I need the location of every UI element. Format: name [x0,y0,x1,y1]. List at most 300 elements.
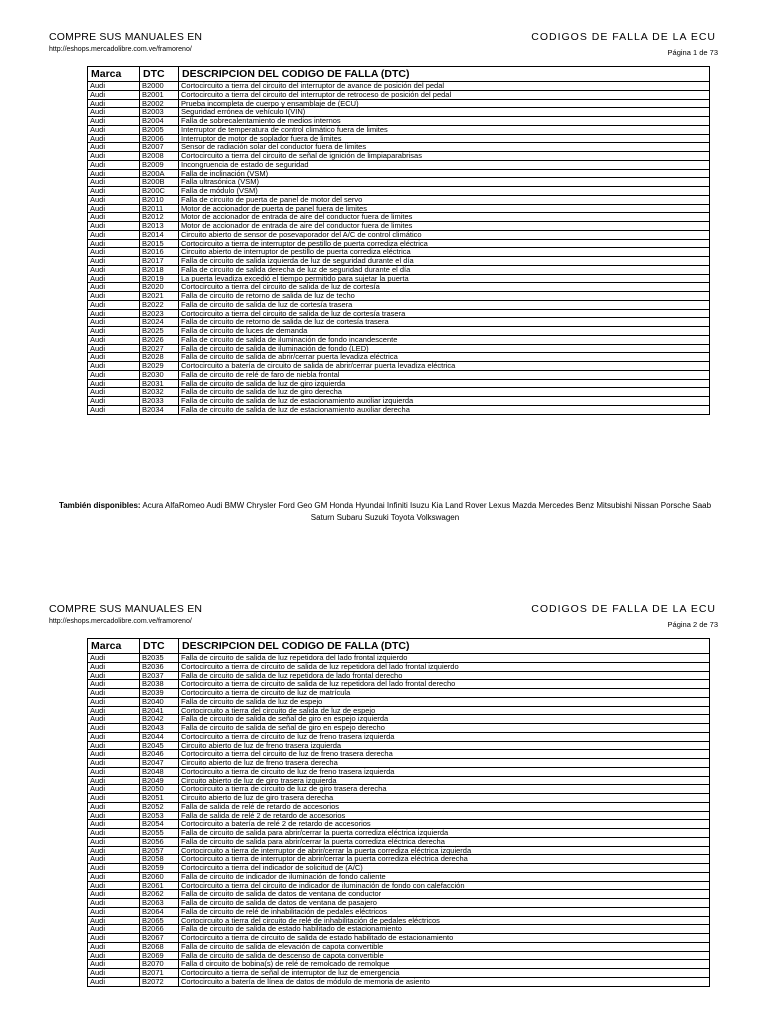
cell-descripcion: Cortocircuito a tierra del circuito de indicador de iluminación de fondo con calefacción [179,881,710,890]
cell-descripcion: Circuito abierto de interruptor de pestillo de puerta corrediza eléctrica [179,248,710,257]
cell-descripcion: Prueba incompleta de cuerpo y ensamblaje de (ECU) [179,99,710,108]
cell-marca: Audi [88,864,140,873]
table-row [88,907,710,916]
cell-dtc: B2057 [140,846,179,855]
cell-marca: Audi [88,143,140,152]
cell-dtc: B2052 [140,802,179,811]
cell-dtc: B2013 [140,222,179,231]
cell-descripcion: Cortocircuito a tierra de circuito de salida de luz repetidora del lado frontal derecho [179,680,710,689]
table-row [88,872,710,881]
table-row [88,671,710,680]
table-row [88,134,710,143]
cell-marca: Audi [88,90,140,99]
cell-dtc: B2027 [140,344,179,353]
cell-descripcion: Falla d circuito de bobina(s) de relé de remolcado de remolque [179,960,710,969]
table-row [88,767,710,776]
cell-marca: Audi [88,117,140,126]
table-row [88,222,710,231]
cell-marca: Audi [88,767,140,776]
cell-dtc: B2070 [140,960,179,969]
column-header-marca: Marca [88,639,140,654]
table-row [88,706,710,715]
cell-marca: Audi [88,125,140,134]
cell-descripcion: Seguridad errónea de vehículo I(VIN) [179,108,710,117]
table-row [88,195,710,204]
table-row [88,942,710,951]
cell-descripcion: La puerta levadiza excedió el tiempo permitido para sujetar la puerta [179,274,710,283]
cell-dtc: B2037 [140,671,179,680]
table-row [88,934,710,943]
cell-marca: Audi [88,300,140,309]
cell-marca: Audi [88,689,140,698]
cell-dtc: B2060 [140,872,179,881]
cell-marca: Audi [88,951,140,960]
cell-descripcion: Falla de circuito de salida de señal de giro en espejo izquierda [179,715,710,724]
table-row [88,344,710,353]
cell-marca: Audi [88,776,140,785]
cell-marca: Audi [88,248,140,257]
cell-marca: Audi [88,907,140,916]
cell-dtc: B2009 [140,160,179,169]
cell-dtc: B2030 [140,370,179,379]
cell-descripcion: Falla de salida de relé 2 de retardo de accesorios [179,811,710,820]
cell-dtc: B2018 [140,265,179,274]
cell-descripcion: Falla de circuito de salida de abrir/cerrar puerta levadiza eléctrica [179,353,710,362]
table-row [88,960,710,969]
cell-dtc: B2058 [140,855,179,864]
cell-descripcion: Falla de circuito de salida de luz de giro derecha [179,388,710,397]
cell-dtc: B2011 [140,204,179,213]
table-row [88,820,710,829]
cell-marca: Audi [88,925,140,934]
cell-descripcion: Falla de circuito de salida de luz de estacionamiento auxiliar derecha [179,405,710,414]
table-row [88,248,710,257]
cell-descripcion: Cortocircuito a tierra de circuito de luz de freno trasera izquierda [179,732,710,741]
cell-marca: Audi [88,916,140,925]
cell-descripcion: Falla de circuito de salida de elevación de capota convertible [179,942,710,951]
table-row [88,300,710,309]
cell-descripcion: Falla de circuito de salida de luz repetidora del lado frontal izquierdo [179,654,710,663]
cell-marca: Audi [88,697,140,706]
column-header-descripcion: DESCRIPCION DEL CODIGO DE FALLA (DTC) [179,639,710,654]
cell-descripcion: Cortocircuito a tierra del circuito del interruptor de avance de posición del pedal [179,82,710,91]
cell-marca: Audi [88,230,140,239]
cell-dtc: B2056 [140,837,179,846]
table-row [88,680,710,689]
table-row [88,697,710,706]
cell-descripcion: Falla de circuito de salida para abrir/cerrar la puerta corrediza eléctrica derecha [179,837,710,846]
table-row [88,864,710,873]
cell-dtc: B2032 [140,388,179,397]
table-row [88,732,710,741]
cell-dtc: B2020 [140,283,179,292]
table-row [88,776,710,785]
cell-dtc: B2059 [140,864,179,873]
cell-marca: Audi [88,680,140,689]
cell-dtc: B2004 [140,117,179,126]
cell-dtc: B2001 [140,90,179,99]
table-row [88,881,710,890]
cell-dtc: B2016 [140,248,179,257]
table-row [88,405,710,414]
cell-descripcion: Motor de accionador de entrada de aire del conductor fuera de limites [179,222,710,231]
cell-dtc: B2022 [140,300,179,309]
table-row [88,327,710,336]
cell-marca: Audi [88,846,140,855]
cell-descripcion: Cortocircuito a tierra del circuito de relé de inhabilitación de pedales eléctricos [179,916,710,925]
header-url[interactable]: http://eshops.mercadolibre.com.ve/framoreno/ [49,618,192,625]
cell-dtc: B2028 [140,353,179,362]
cell-descripcion: Falla de circuito de puerta de panel de motor del servo [179,195,710,204]
available-label: También disponibles: [58,501,141,510]
cell-descripcion: Cortocircuito a tierra del circuito de salida de luz de cortesía trasera [179,309,710,318]
table-row [88,890,710,899]
cell-marca: Audi [88,662,140,671]
cell-descripcion: Circuito abierto de luz de freno trasera derecha [179,759,710,768]
cell-dtc: B2021 [140,292,179,301]
column-header-dtc: DTC [140,67,179,82]
table-row [88,969,710,978]
table-row [88,759,710,768]
table-row [88,152,710,161]
cell-dtc: B2043 [140,724,179,733]
cell-descripcion: Cortocircuito a batería de circuito de salida de abrir/cerrar puerta levadiza eléctrica [179,362,710,371]
cell-descripcion: Incongruencia de estado de seguridad [179,160,710,169]
cell-marca: Audi [88,353,140,362]
cell-dtc: B2061 [140,881,179,890]
table-row [88,125,710,134]
column-header-marca: Marca [88,67,140,82]
cell-descripcion: Falla de circuito de salida de luz de giro izquierda [179,379,710,388]
cell-dtc: B2031 [140,379,179,388]
table-row [88,82,710,91]
cell-marca: Audi [88,257,140,266]
table-row [88,335,710,344]
table-row [88,829,710,838]
table-row [88,353,710,362]
cell-marca: Audi [88,405,140,414]
table-row [88,370,710,379]
cell-marca: Audi [88,960,140,969]
cell-descripcion: Falla de inclinación (VSM) [179,169,710,178]
cell-marca: Audi [88,169,140,178]
cell-descripcion: Falla de sobrecalentamiento de medios internos [179,117,710,126]
cell-marca: Audi [88,715,140,724]
cell-dtc: B2017 [140,257,179,266]
cell-marca: Audi [88,724,140,733]
table-row [88,309,710,318]
table-header-row [88,639,710,654]
cell-dtc: B2023 [140,309,179,318]
cell-descripcion: Falla de circuito de salida de iluminación de fondo incandescente [179,335,710,344]
cell-dtc: B2000 [140,82,179,91]
table-row [88,925,710,934]
cell-marca: Audi [88,265,140,274]
table-row [88,257,710,266]
cell-descripcion: Cortocircuito a tierra de circuito de luz de giro trasera derecha [179,785,710,794]
dtc-table-page-1 [87,66,710,415]
cell-marca: Audi [88,327,140,336]
cell-dtc: B2019 [140,274,179,283]
table-row [88,239,710,248]
cell-marca: Audi [88,204,140,213]
table-row [88,846,710,855]
header-right-title: CODIGOS DE FALLA DE LA ECU [531,31,716,43]
table-row [88,108,710,117]
header-left-title: COMPRE SUS MANUALES EN [49,603,203,615]
table-row [88,117,710,126]
dtc-table-page-2 [87,638,710,987]
cell-descripcion: Falla de circuito de relé de faro de niebla frontal [179,370,710,379]
cell-descripcion: Cortocircuito a tierra del circuito de luz de freno trasera derecha [179,750,710,759]
cell-marca: Audi [88,794,140,803]
cell-dtc: B2047 [140,759,179,768]
cell-marca: Audi [88,344,140,353]
table-row [88,292,710,301]
cell-descripcion: Circuito abierto de luz de giro trasera derecha [179,794,710,803]
table-row [88,951,710,960]
cell-descripcion: Cortocircuito a tierra de interruptor de abrir/cerrar la puerta corrediza eléctrica derecha [179,855,710,864]
cell-marca: Audi [88,654,140,663]
cell-marca: Audi [88,899,140,908]
cell-dtc: B2012 [140,213,179,222]
cell-dtc: B2050 [140,785,179,794]
cell-dtc: B200C [140,187,179,196]
cell-descripcion: Falla de circuito de luces de demanda [179,327,710,336]
cell-marca: Audi [88,890,140,899]
cell-descripcion: Falla de circuito de salida para abrir/cerrar la puerta corrediza eléctrica izquierda [179,829,710,838]
cell-marca: Audi [88,82,140,91]
cell-descripcion: Falla de circuito de salida de luz de espejo [179,697,710,706]
cell-descripcion: Circuito abierto de sensor de posevaporador del A/C de control climático [179,230,710,239]
table-row [88,178,710,187]
cell-marca: Audi [88,213,140,222]
table-header-row [88,67,710,82]
cell-marca: Audi [88,178,140,187]
cell-marca: Audi [88,160,140,169]
cell-descripcion: Motor de accionador de puerta de panel fuera de limites [179,204,710,213]
cell-marca: Audi [88,934,140,943]
table-row [88,916,710,925]
cell-dtc: B2048 [140,767,179,776]
table-row [88,283,710,292]
table-row [88,265,710,274]
cell-descripcion: Falla de circuito de salida de luz de estacionamiento auxiliar izquierda [179,397,710,406]
cell-descripcion: Falla de circuito de retorno de salida de luz de techo [179,292,710,301]
cell-descripcion: Falla de circuito de indicador de iluminación de fondo caliente [179,872,710,881]
cell-marca: Audi [88,785,140,794]
cell-dtc: B2067 [140,934,179,943]
cell-dtc: B2065 [140,916,179,925]
cell-dtc: B200B [140,178,179,187]
cell-marca: Audi [88,750,140,759]
cell-marca: Audi [88,671,140,680]
cell-dtc: B2055 [140,829,179,838]
cell-marca: Audi [88,195,140,204]
cell-descripcion: Cortocircuito a tierra del circuito de salida de luz de cortesía [179,283,710,292]
table-row [88,724,710,733]
cell-dtc: B2035 [140,654,179,663]
available-brand-list: Acura AlfaRomeo Audi BMW Chrysler Ford Geo GM Honda Hyundai Infiniti Isuzu Kia Land Rover Lexus Mazda Mercedes Benz Mitsubishi Nissan Porsche Saab Saturn Subaru Suzuki Toyota Volkswagen [142,501,712,522]
available-brands [48,500,722,524]
cell-dtc: B2008 [140,152,179,161]
table-row [88,99,710,108]
table-row [88,187,710,196]
cell-marca: Audi [88,706,140,715]
cell-descripcion: Falla de circuito de salida de datos de ventana de conductor [179,890,710,899]
cell-descripcion: Circuito abierto de luz de giro trasera izquierda [179,776,710,785]
cell-descripcion: Cortocircuito a tierra del circuito de salida de luz de espejo [179,706,710,715]
cell-descripcion: Cortocircuito a tierra de interruptor de pestillo de puerta corrediza eléctrica [179,239,710,248]
cell-marca: Audi [88,152,140,161]
cell-marca: Audi [88,379,140,388]
table-row [88,802,710,811]
cell-dtc: B2040 [140,697,179,706]
cell-marca: Audi [88,977,140,986]
table-row [88,318,710,327]
header-url[interactable]: http://eshops.mercadolibre.com.ve/framoreno/ [49,46,192,53]
cell-dtc: B2045 [140,741,179,750]
cell-descripcion: Falla de circuito de salida de señal de giro en espejo derecho [179,724,710,733]
cell-marca: Audi [88,222,140,231]
cell-dtc: B2054 [140,820,179,829]
cell-dtc: B2029 [140,362,179,371]
table-row [88,785,710,794]
cell-marca: Audi [88,881,140,890]
cell-descripcion: Falla de módulo (VSM) [179,187,710,196]
table-row [88,750,710,759]
cell-marca: Audi [88,239,140,248]
cell-dtc: B2010 [140,195,179,204]
table-row [88,811,710,820]
cell-marca: Audi [88,108,140,117]
cell-marca: Audi [88,741,140,750]
cell-descripcion: Sensor de radiación solar del conductor fuera de limites [179,143,710,152]
cell-marca: Audi [88,370,140,379]
table-row [88,662,710,671]
cell-dtc: B2072 [140,977,179,986]
cell-dtc: B2039 [140,689,179,698]
cell-dtc: B2014 [140,230,179,239]
cell-marca: Audi [88,837,140,846]
cell-marca: Audi [88,318,140,327]
cell-marca: Audi [88,942,140,951]
cell-descripcion: Circuito abierto de luz de freno trasera izquierda [179,741,710,750]
cell-descripcion: Interruptor de temperatura de control climático fuera de limites [179,125,710,134]
table-row [88,230,710,239]
table-row [88,899,710,908]
cell-marca: Audi [88,732,140,741]
cell-descripcion: Falla de circuito de retorno de salida de luz de cortesía trasera [179,318,710,327]
header-left-title: COMPRE SUS MANUALES EN [49,31,203,43]
cell-descripcion: Cortocircuito a tierra de circuito de salida de estado habilitado de estacionamiento [179,934,710,943]
cell-marca: Audi [88,292,140,301]
cell-descripcion: Falla de circuito de salida de luz de cortesía trasera [179,300,710,309]
header-right-title: CODIGOS DE FALLA DE LA ECU [531,603,716,615]
cell-marca: Audi [88,820,140,829]
cell-marca: Audi [88,309,140,318]
cell-marca: Audi [88,759,140,768]
cell-marca: Audi [88,274,140,283]
table-row [88,388,710,397]
cell-descripcion: Falla de circuito de salida de iluminación de fondo (LED) [179,344,710,353]
cell-descripcion: Cortocircuito a tierra del circuito del interruptor de retroceso de posición del pedal [179,90,710,99]
cell-dtc: B2051 [140,794,179,803]
cell-descripcion: Falla de circuito de relé de inhabilitación de pedales eléctricos [179,907,710,916]
cell-marca: Audi [88,811,140,820]
cell-descripcion: Falla ultrasónica (VSM) [179,178,710,187]
column-header-dtc: DTC [140,639,179,654]
cell-dtc: B200A [140,169,179,178]
cell-dtc: B2063 [140,899,179,908]
table-row [88,204,710,213]
table-row [88,689,710,698]
cell-marca: Audi [88,134,140,143]
cell-dtc: B2044 [140,732,179,741]
cell-dtc: B2069 [140,951,179,960]
cell-descripcion: Cortocircuito a tierra de circuito de salida de luz repetidora del lado frontal izquierdo [179,662,710,671]
cell-dtc: B2064 [140,907,179,916]
table-row [88,837,710,846]
table-row [88,741,710,750]
cell-marca: Audi [88,969,140,978]
cell-dtc: B2042 [140,715,179,724]
table-row [88,379,710,388]
table-row [88,715,710,724]
cell-dtc: B2046 [140,750,179,759]
cell-dtc: B2007 [140,143,179,152]
cell-dtc: B2053 [140,811,179,820]
cell-marca: Audi [88,855,140,864]
cell-descripcion: Cortocircuito a batería de línea de datos de módulo de memoria de asiento [179,977,710,986]
cell-marca: Audi [88,335,140,344]
cell-descripcion: Falla de circuito de salida de datos de ventana de pasajero [179,899,710,908]
table-row [88,169,710,178]
cell-dtc: B2062 [140,890,179,899]
table-row [88,143,710,152]
table-row [88,213,710,222]
table-row [88,160,710,169]
page-number: Página 1 de 73 [667,48,718,57]
cell-dtc: B2025 [140,327,179,336]
cell-descripcion: Falla de circuito de salida izquierda de luz de seguridad durante el día [179,257,710,266]
cell-dtc: B2002 [140,99,179,108]
cell-dtc: B2038 [140,680,179,689]
cell-dtc: B2005 [140,125,179,134]
cell-dtc: B2068 [140,942,179,951]
cell-marca: Audi [88,388,140,397]
cell-dtc: B2049 [140,776,179,785]
cell-descripcion: Cortocircuito a tierra de circuito de luz de matrícula [179,689,710,698]
cell-dtc: B2003 [140,108,179,117]
cell-descripcion: Cortocircuito a tierra de circuito de luz de freno trasera izquierda [179,767,710,776]
table-row [88,397,710,406]
table-row [88,362,710,371]
cell-descripcion: Falla de circuito de salida de luz repetidora de lado frontal derecho [179,671,710,680]
cell-dtc: B2015 [140,239,179,248]
table-row [88,90,710,99]
cell-marca: Audi [88,283,140,292]
cell-dtc: B2071 [140,969,179,978]
cell-marca: Audi [88,362,140,371]
table-row [88,794,710,803]
cell-descripcion: Interruptor de motor de soplador fuera de limites [179,134,710,143]
column-header-descripcion: DESCRIPCION DEL CODIGO DE FALLA (DTC) [179,67,710,82]
cell-marca: Audi [88,829,140,838]
cell-dtc: B2036 [140,662,179,671]
cell-marca: Audi [88,397,140,406]
table-row [88,855,710,864]
